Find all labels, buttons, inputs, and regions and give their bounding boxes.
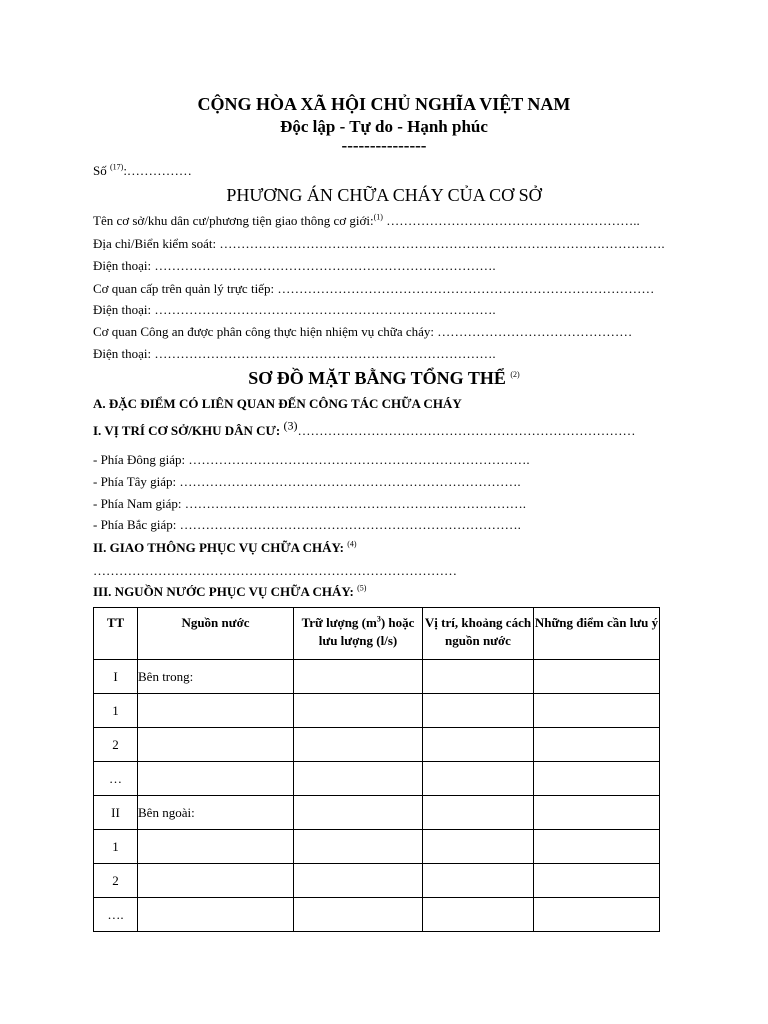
direction-label: - Phía Đông giáp: <box>93 452 189 467</box>
table-row <box>94 660 660 694</box>
direction-west <box>93 474 521 490</box>
row-location <box>423 762 534 796</box>
field-dots: …………………………………………………………………………… <box>277 281 655 296</box>
row-tt: I <box>94 660 138 694</box>
row-notes <box>534 864 660 898</box>
table-row <box>94 830 660 864</box>
water-source-table <box>93 607 660 932</box>
row-tt: 1 <box>94 830 138 864</box>
section-title-text: SƠ ĐỒ MẶT BẰNG TỔNG THỂ <box>248 368 506 388</box>
field-label: Điện thoại: <box>93 258 155 273</box>
row-reserve <box>294 728 423 762</box>
row-name <box>138 694 294 728</box>
row-name <box>138 898 294 932</box>
main-title: PHƯƠNG ÁN CHỮA CHÁY CỦA CƠ SỞ <box>226 185 542 205</box>
header-reserve-sup: 3 <box>376 614 381 624</box>
row-reserve <box>294 762 423 796</box>
direction-east <box>93 452 530 468</box>
row-location <box>423 694 534 728</box>
field-dots: …………………………………………………………………………………………. <box>219 236 665 251</box>
row-reserve <box>294 694 423 728</box>
field-label: Cơ quan cấp trên quản lý trực tiếp: <box>93 281 278 296</box>
section-iii-text: III. NGUỒN NƯỚC PHỤC VỤ CHỮA CHÁY: <box>93 584 354 599</box>
row-name <box>138 762 294 796</box>
row-location <box>423 728 534 762</box>
row-tt: 1 <box>94 694 138 728</box>
row-tt: II <box>94 796 138 830</box>
field-police-agency <box>93 324 632 340</box>
section-i-footnote: (3) <box>283 418 298 433</box>
direction-label: - Phía Tây giáp: <box>93 474 180 489</box>
row-name <box>138 864 294 898</box>
direction-dots: ……………………………………………………………………. <box>184 496 526 511</box>
field-facility-name <box>93 213 640 229</box>
country-name: CỘNG HÒA XÃ HỘI CHỦ NGHĨA VIỆT NAM <box>197 94 571 114</box>
field-phone-3 <box>93 346 496 362</box>
header-separator: --------------- <box>341 136 427 155</box>
table-row <box>94 864 660 898</box>
header-location-b: nguồn nước <box>445 633 511 648</box>
row-name <box>138 830 294 864</box>
header-location <box>423 608 534 660</box>
header-notes: Những điểm cần lưu ý <box>534 608 660 660</box>
row-name: Bên ngoài: <box>138 796 294 830</box>
section-i-dots: …………………………………………………………………… <box>297 423 636 438</box>
table-header-row <box>94 608 660 660</box>
section-i-text: I. VỊ TRÍ CƠ SỞ/KHU DÂN CƯ: <box>93 423 281 438</box>
direction-south <box>93 496 526 512</box>
field-phone-2 <box>93 302 496 318</box>
table-row <box>94 898 660 932</box>
section-ii-heading <box>93 540 357 556</box>
direction-label: - Phía Nam giáp: <box>93 496 185 511</box>
row-notes <box>534 694 660 728</box>
row-location <box>423 864 534 898</box>
document-number-footnote: (17) <box>109 162 124 172</box>
row-notes <box>534 898 660 932</box>
row-notes <box>534 660 660 694</box>
field-supervising-agency <box>93 281 654 297</box>
header-reserve-a: Trữ lượng (m <box>301 615 377 630</box>
field-phone-1 <box>93 258 496 274</box>
row-reserve <box>294 864 423 898</box>
direction-dots: ……………………………………………………………………. <box>188 452 530 467</box>
table-row <box>94 728 660 762</box>
row-reserve <box>294 830 423 864</box>
row-notes <box>534 796 660 830</box>
field-dots: ……………………………………… <box>437 324 633 339</box>
field-address <box>93 236 665 252</box>
section-i-heading <box>93 418 636 439</box>
row-name <box>138 728 294 762</box>
document-number-line <box>93 163 192 179</box>
row-location <box>423 660 534 694</box>
section-title <box>0 368 768 389</box>
header-reserve-c: lưu lượng (l/s) <box>318 633 398 648</box>
table-row <box>94 796 660 830</box>
section-ii-text: II. GIAO THÔNG PHỤC VỤ CHỮA CHÁY: <box>93 540 344 555</box>
header-reserve <box>294 608 423 660</box>
row-location <box>423 830 534 864</box>
row-tt: … <box>94 762 138 796</box>
section-ii-dots: ………………………………………………………………………… <box>93 563 457 578</box>
field-label: Điện thoại: <box>93 302 155 317</box>
field-label: Điện thoại: <box>93 346 155 361</box>
section-title-footnote: (2) <box>510 370 520 379</box>
row-location <box>423 796 534 830</box>
field-label: Địa chỉ/Biển kiểm soát: <box>93 236 220 251</box>
section-a-heading: A. ĐẶC ĐIỂM CÓ LIÊN QUAN ĐẾN CÔNG TÁC CHỮA CHÁY <box>93 396 462 411</box>
row-reserve <box>294 796 423 830</box>
national-motto: Độc lập - Tự do - Hạnh phúc <box>280 117 488 136</box>
field-dots: ………………………………………………….. <box>382 213 640 228</box>
field-dots: ……………………………………………………………………. <box>154 302 496 317</box>
section-ii-footnote: (4) <box>347 539 357 549</box>
row-tt: 2 <box>94 728 138 762</box>
row-reserve <box>294 660 423 694</box>
row-tt: …. <box>94 898 138 932</box>
field-dots: ……………………………………………………………………. <box>154 346 496 361</box>
row-notes <box>534 762 660 796</box>
section-iii-heading <box>93 584 366 600</box>
row-notes <box>534 728 660 762</box>
header-source: Nguồn nước <box>138 608 294 660</box>
document-number-dots: :…………… <box>123 163 192 178</box>
direction-label: - Phía Bắc giáp: <box>93 517 180 532</box>
field-dots: ……………………………………………………………………. <box>154 258 496 273</box>
direction-dots: ……………………………………………………………………. <box>179 474 521 489</box>
header-tt: TT <box>94 608 138 660</box>
row-name: Bên trong: <box>138 660 294 694</box>
row-reserve <box>294 898 423 932</box>
row-notes <box>534 830 660 864</box>
header-reserve-b: ) hoặc <box>380 615 415 630</box>
table-row <box>94 762 660 796</box>
field-label: Tên cơ sở/khu dân cư/phương tiện giao thông cơ giới: <box>93 213 374 228</box>
table-row <box>94 694 660 728</box>
field-footnote: (1) <box>373 212 383 222</box>
direction-north <box>93 517 521 533</box>
header-location-a: Vị trí, khoảng cách <box>424 615 532 630</box>
section-iii-footnote: (5) <box>357 583 367 593</box>
document-number-label: Số <box>93 163 107 178</box>
row-tt: 2 <box>94 864 138 898</box>
direction-dots: ……………………………………………………………………. <box>179 517 521 532</box>
row-location <box>423 898 534 932</box>
field-label: Cơ quan Công an được phân công thực hiện nhiệm vụ chữa cháy: <box>93 324 438 339</box>
